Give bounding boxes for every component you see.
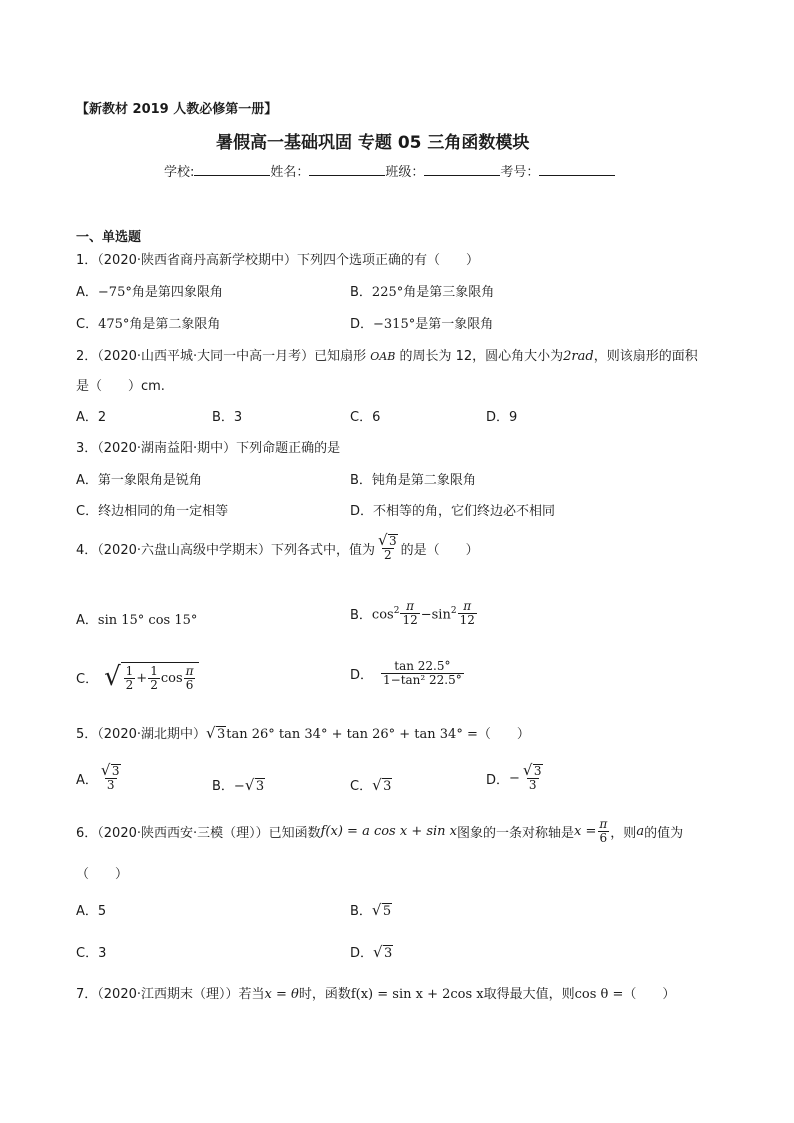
question-5-stem	[76, 723, 530, 742]
denominator: 6	[185, 678, 194, 693]
radicand: 3	[111, 764, 120, 778]
option-label: D．	[350, 668, 374, 684]
sqrt-3	[206, 726, 226, 742]
stem-text: ，则该扇形的面积	[593, 349, 698, 364]
q1-option-a[interactable]	[76, 281, 223, 300]
name-label: 姓名：	[270, 165, 310, 180]
q3-option-b[interactable]: B．钝角是第二象限角	[350, 473, 476, 488]
stem-text: ，则	[610, 826, 637, 842]
q5-option-b[interactable]	[212, 775, 265, 794]
radicand: 3	[255, 779, 265, 794]
exam-number-label: 考号：	[500, 165, 540, 180]
radicand: 3	[389, 534, 397, 548]
class-field[interactable]	[424, 163, 500, 176]
option-text: 是第一象限角	[415, 317, 494, 332]
q5-option-a[interactable]	[76, 764, 124, 792]
q6-option-d[interactable]	[350, 942, 393, 961]
target-fraction	[376, 534, 400, 562]
angle-value: 2rad	[563, 349, 594, 364]
q2-option-d[interactable]: D．9	[486, 410, 518, 425]
option-math: −75°	[97, 285, 132, 300]
denominator: 12	[402, 613, 418, 628]
exam-number-field[interactable]	[539, 163, 615, 176]
stem-text: 2．（2020·山西平城·大同一中高一月考）已知扇形	[76, 349, 367, 364]
q3-option-a[interactable]: A．第一象限角是锐角	[76, 473, 202, 488]
numerator: π	[185, 664, 194, 678]
denominator: 2	[384, 548, 392, 563]
axis-expression: x =	[574, 824, 597, 840]
q4-option-c[interactable]	[76, 662, 199, 692]
page-title: 暑假高一基础巩固 专题 05 三角函数模块	[216, 133, 530, 153]
denominator: 3	[528, 778, 537, 793]
denominator: 12	[459, 613, 475, 628]
denominator: 6	[599, 831, 608, 846]
stem-text: 的是（ ）	[400, 542, 479, 558]
stem-text: （ ）	[477, 727, 530, 742]
stem-text: （ ）	[623, 987, 676, 1002]
option-text: 角是第二象限角	[129, 317, 221, 332]
question-4-stem	[76, 534, 479, 562]
q3-option-c[interactable]: C．终边相同的角一定相等	[76, 504, 229, 519]
option-label: D．	[350, 317, 374, 332]
class-label: 班级：	[385, 165, 425, 180]
school-label: 学校:	[164, 165, 195, 180]
sector-name: OAB	[370, 350, 396, 363]
pi-over-6	[184, 665, 196, 692]
q1-option-d[interactable]	[350, 313, 493, 332]
school-field[interactable]	[194, 163, 270, 176]
pi-over-12	[458, 600, 477, 627]
stem-text: 5．（2020·湖北期中）	[76, 727, 206, 742]
option-math: 225°	[371, 285, 404, 300]
q2-option-b[interactable]: B．3	[212, 410, 243, 425]
option-label: A．	[76, 613, 98, 628]
option-label: C．	[350, 779, 373, 794]
q4-option-d[interactable]	[350, 660, 465, 687]
condition-expression: x = θ	[264, 987, 299, 1002]
option-label: B．	[350, 285, 372, 300]
pi-over-6	[597, 818, 609, 845]
function-expression: f(x) = a cos x + sin x	[320, 824, 458, 840]
denominator: 2	[125, 678, 134, 693]
question-2-stem-line2: 是（ ）cm.	[76, 379, 165, 394]
radicand: 3	[383, 779, 392, 794]
option-label: C．	[76, 317, 99, 332]
question-6-stem	[76, 818, 683, 845]
stem-text: 的周长为 12，圆心角大小为	[399, 349, 564, 364]
q2-option-a[interactable]: A．2	[76, 410, 107, 425]
numerator: 1	[150, 664, 158, 678]
q6-option-a[interactable]: A．5	[76, 904, 107, 919]
radicand-expression	[121, 662, 199, 692]
stem-text: 7．（2020·江西期末（理））若当	[76, 987, 265, 1002]
q6-option-b[interactable]	[350, 900, 392, 919]
option-text: 角是第三象限角	[403, 285, 495, 300]
sqrt-3	[245, 778, 265, 794]
question-2-stem	[76, 345, 698, 364]
sqrt3-over-3	[99, 764, 123, 792]
plus-sign: +	[136, 671, 148, 687]
denominator: 1−tan² 22.5°	[383, 673, 462, 688]
student-info-row	[164, 161, 615, 180]
name-field[interactable]	[309, 163, 385, 176]
option-label: B．	[350, 904, 372, 919]
sqrt-icon: √	[104, 662, 121, 693]
numerator: π	[599, 817, 608, 831]
question-7-stem	[76, 983, 675, 1002]
stem-text: 时，函数	[298, 987, 351, 1002]
q5-option-c[interactable]	[350, 775, 392, 794]
sqrt3-over-3	[521, 764, 545, 792]
cos-text: $\cos^2$	[371, 605, 400, 622]
question-1-stem: 1．（2020·陕西省商丹高新学校期中）下列四个选项正确的有（ ）	[76, 253, 479, 268]
denominator: 2	[150, 678, 158, 693]
q3-option-d[interactable]: D．不相等的角，它们终边必不相同	[350, 504, 556, 519]
option-text: 角是第四象限角	[131, 285, 223, 300]
numerator: 1	[125, 664, 134, 678]
sqrt-3	[373, 945, 393, 961]
q4-option-b[interactable]	[350, 600, 478, 627]
option-label: D．	[350, 946, 374, 961]
numerator: π	[406, 599, 415, 613]
q4-option-a[interactable]	[76, 609, 197, 628]
asked-expression: cos θ =	[574, 987, 624, 1002]
question-6-stem-line2: （ ）	[76, 867, 129, 882]
stem-math: tan 26° tan 34° + tan 26° + tan 34° =	[226, 727, 478, 742]
section-title: 一、单选题	[76, 230, 142, 245]
option-label: A．	[76, 772, 98, 788]
option-label: B．	[212, 779, 234, 794]
denominator: 3	[106, 778, 115, 793]
q1-option-b[interactable]	[350, 281, 494, 300]
numerator: tan 22.5°	[394, 659, 451, 673]
radicand: 5	[382, 904, 392, 919]
q1-option-c[interactable]	[76, 313, 220, 332]
option-label: B．	[350, 608, 372, 624]
one-half	[124, 665, 136, 692]
stem-text: 的值为	[644, 826, 684, 842]
stem-text: 6．（2020·陕西西安·三模（理））已知函数	[76, 826, 321, 842]
minus-sign: −	[233, 779, 245, 794]
sqrt-5	[372, 903, 392, 919]
radicand: 3	[217, 727, 226, 742]
function-expression: f(x) = sin x + 2cos x	[350, 987, 484, 1002]
variable-a: a	[636, 824, 645, 840]
cos-text: cos	[160, 671, 183, 687]
sqrt-3	[372, 778, 392, 794]
one-half	[148, 665, 160, 692]
option-math: 475°	[98, 317, 130, 332]
radicand: 3	[384, 946, 393, 961]
stem-text: 4．（2020·六盘山高级中学期末）下列各式中，值为	[76, 542, 375, 558]
edition-tag: 【新教材 2019 人教必修第一册】	[76, 102, 278, 117]
pi-over-12	[400, 600, 419, 627]
q2-option-c[interactable]: C．6	[350, 410, 381, 425]
stem-text: 图象的一条对称轴是	[457, 826, 575, 842]
option-label: C．	[76, 671, 99, 687]
tan-fraction	[381, 660, 464, 687]
minus-sign: −	[509, 770, 520, 786]
q6-option-c[interactable]: C．3	[76, 946, 107, 961]
minus-sin-text: $-\sin^2$	[420, 605, 457, 622]
stem-text: 取得最大值，则	[483, 987, 575, 1002]
numerator: π	[463, 599, 472, 613]
radicand: 3	[533, 764, 542, 778]
option-math: −315°	[373, 317, 416, 332]
q5-option-d[interactable]	[486, 764, 546, 792]
question-3-stem: 3．（2020·湖南益阳·期中）下列命题正确的是	[76, 441, 341, 456]
option-math: sin 15° cos 15°	[97, 613, 198, 628]
option-label: A．	[76, 285, 98, 300]
option-label: D．	[486, 772, 510, 788]
